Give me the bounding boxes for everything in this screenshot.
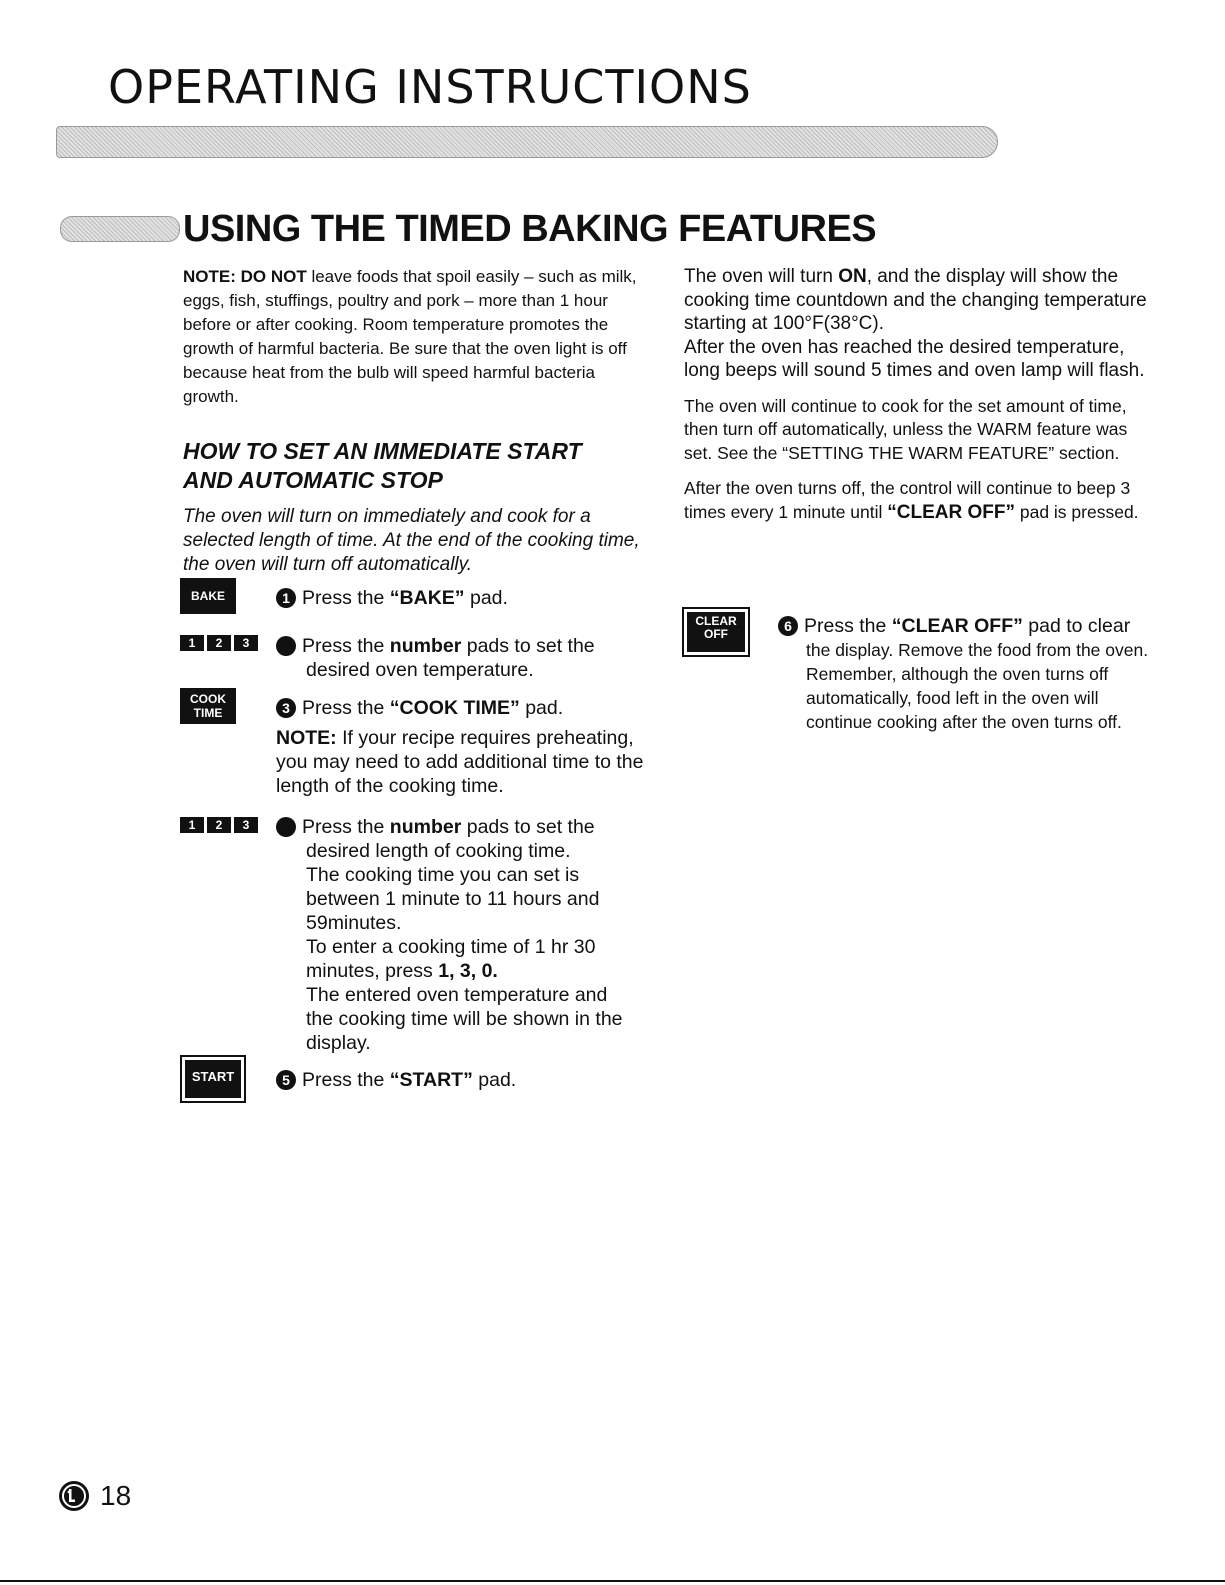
right-paragraph-1b: After the oven has reached the desired temperature, long beeps will sound 5 times and oven lamp will flash. — [684, 336, 1145, 381]
right-p1-bold: ON — [838, 266, 867, 287]
section-marker-pill — [60, 216, 180, 242]
step-6-rest: the display. Remove the food from the oven. Remember, although the oven turns off automatically, food left in the oven will continue cooking after the oven turns off. — [806, 640, 1149, 732]
right-p1-pre: The oven will turn — [684, 266, 839, 287]
left-column — [183, 265, 653, 577]
right-column — [684, 265, 1154, 536]
step-4 — [267, 815, 626, 1055]
step-6 — [778, 614, 1158, 734]
number-pads-icon — [180, 635, 258, 651]
section-title: USING THE TIMED BAKING FEATURES — [183, 208, 877, 250]
bottom-rule — [0, 1580, 1225, 1582]
step-4-bold: number — [389, 816, 462, 838]
start-pad-label: START — [185, 1060, 241, 1098]
step-3-text-post: pad. — [519, 697, 564, 719]
number-pads-icon-2 — [180, 817, 258, 833]
clear-pad-line1: CLEAR — [695, 614, 737, 628]
number-pad-1: 1 — [180, 817, 204, 833]
clear-pad-line2: OFF — [704, 627, 728, 641]
step-6-text-pre: Press the — [804, 615, 892, 637]
clear-off-pad-icon — [682, 607, 750, 657]
cook-time-pad-line2: TIME — [193, 706, 223, 720]
subheading-line1: HOW TO SET AN IMMEDIATE START — [183, 438, 582, 464]
cook-time-pad-icon — [180, 688, 236, 724]
safety-note-text: leave foods that spoil easily – such as milk, eggs, fish, stuffings, poultry and pork – more than 1 hour before or after cooking. Room temperature promotes the growth of harmful bacteria. Be sure that the oven light is off because heat from the bulb will speed harmful bacteria growth. — [183, 267, 637, 406]
step-5-text-post: pad. — [472, 1069, 517, 1091]
step-2-bold: number — [389, 635, 462, 657]
step-1-text-pre: Press the — [302, 587, 390, 609]
step-6-bold: “CLEAR OFF” — [891, 615, 1023, 637]
step-3-note-label: NOTE: — [276, 727, 337, 749]
step-3-bold: “COOK TIME” — [389, 697, 520, 719]
step-3-note-text: If your recipe requires preheating, you may need to add additional time to the length of the cooking time. — [276, 727, 644, 797]
cook-time-pad-line1: COOK — [190, 692, 226, 706]
step-3-number: 3 — [276, 698, 296, 718]
bake-pad-icon: BAKE — [180, 578, 236, 614]
step-4-range: The cooking time you can set is between 1 minute to 11 hours and 59minutes. — [306, 864, 600, 934]
page-footer — [58, 1480, 131, 1512]
number-pad-1: 1 — [180, 635, 204, 651]
step-2-text-post: pads to set the desired oven temperature. — [306, 635, 595, 681]
subheading — [183, 437, 653, 495]
step-5-text-pre: Press the — [302, 1069, 390, 1091]
step-6-text-post: pad to clear — [1022, 615, 1131, 637]
right-p3-post: pad is pressed. — [1015, 501, 1139, 522]
intro-text: The oven will turn on immediately and cook for a selected length of time. At the end of the cooking time, the oven will turn off automatically. — [183, 506, 640, 575]
step-4-example-text: To enter a cooking time of 1 hr 30 minutes, press — [306, 936, 596, 982]
number-pad-3: 3 — [234, 635, 258, 651]
step-4-example — [276, 935, 626, 983]
right-paragraph-1 — [684, 265, 1154, 336]
number-pad-2: 2 — [207, 817, 231, 833]
step-4-text-pre: Press the — [302, 816, 390, 838]
number-pad-2: 2 — [207, 635, 231, 651]
step-5 — [276, 1068, 656, 1092]
step-5-bold: “START” — [389, 1069, 473, 1091]
step-3-text-pre: Press the — [302, 697, 390, 719]
right-paragraph-2: The oven will continue to cook for the set amount of time, then turn off automatically, unless the WARM feature was set. See the “SETTING THE WARM FEATURE” section. — [684, 395, 1128, 463]
step-3 — [276, 696, 656, 798]
number-pad-3: 3 — [234, 817, 258, 833]
step-4-number: 4 — [276, 817, 296, 837]
header-decorative-bar — [56, 126, 998, 158]
lg-logo-icon — [58, 1480, 90, 1512]
clear-off-pad-label — [687, 612, 745, 652]
page-number: 18 — [100, 1480, 132, 1511]
right-p1-post: , and the display will show the cooking time countdown and the changing temperature starting at 100°F(38°C). — [684, 266, 1147, 334]
right-p3-pre: After the oven turns off, the control will continue to beep 3 times every 1 minute until — [684, 478, 1131, 522]
subheading-line2: AND AUTOMATIC STOP — [183, 467, 443, 493]
right-paragraph-3 — [684, 477, 1154, 524]
right-p3-bold: “CLEAR OFF” — [887, 501, 1015, 523]
step-2 — [267, 634, 656, 682]
safety-note — [183, 265, 653, 409]
step-2-text-pre: Press the — [302, 635, 390, 657]
step-1 — [276, 586, 656, 610]
step-1-number: 1 — [276, 588, 296, 608]
step-2-number: 2 — [276, 636, 296, 656]
step-4-display: The entered oven temperature and the cooking time will be shown in the display. — [306, 984, 623, 1054]
step-4-text-post: pads to set the desired length of cooking time. — [306, 816, 595, 862]
step-6-number: 6 — [778, 616, 798, 636]
step-4-example-keys: 1, 3, 0. — [438, 960, 498, 982]
start-pad-icon — [180, 1055, 246, 1103]
page-header-title: OPERATING INSTRUCTIONS — [108, 60, 752, 114]
step-5-number: 5 — [276, 1070, 296, 1090]
step-3-note — [276, 726, 656, 798]
step-1-text-post: pad. — [464, 587, 508, 609]
safety-note-label: NOTE: DO NOT — [183, 267, 307, 286]
step-1-bold: “BAKE” — [389, 587, 465, 609]
